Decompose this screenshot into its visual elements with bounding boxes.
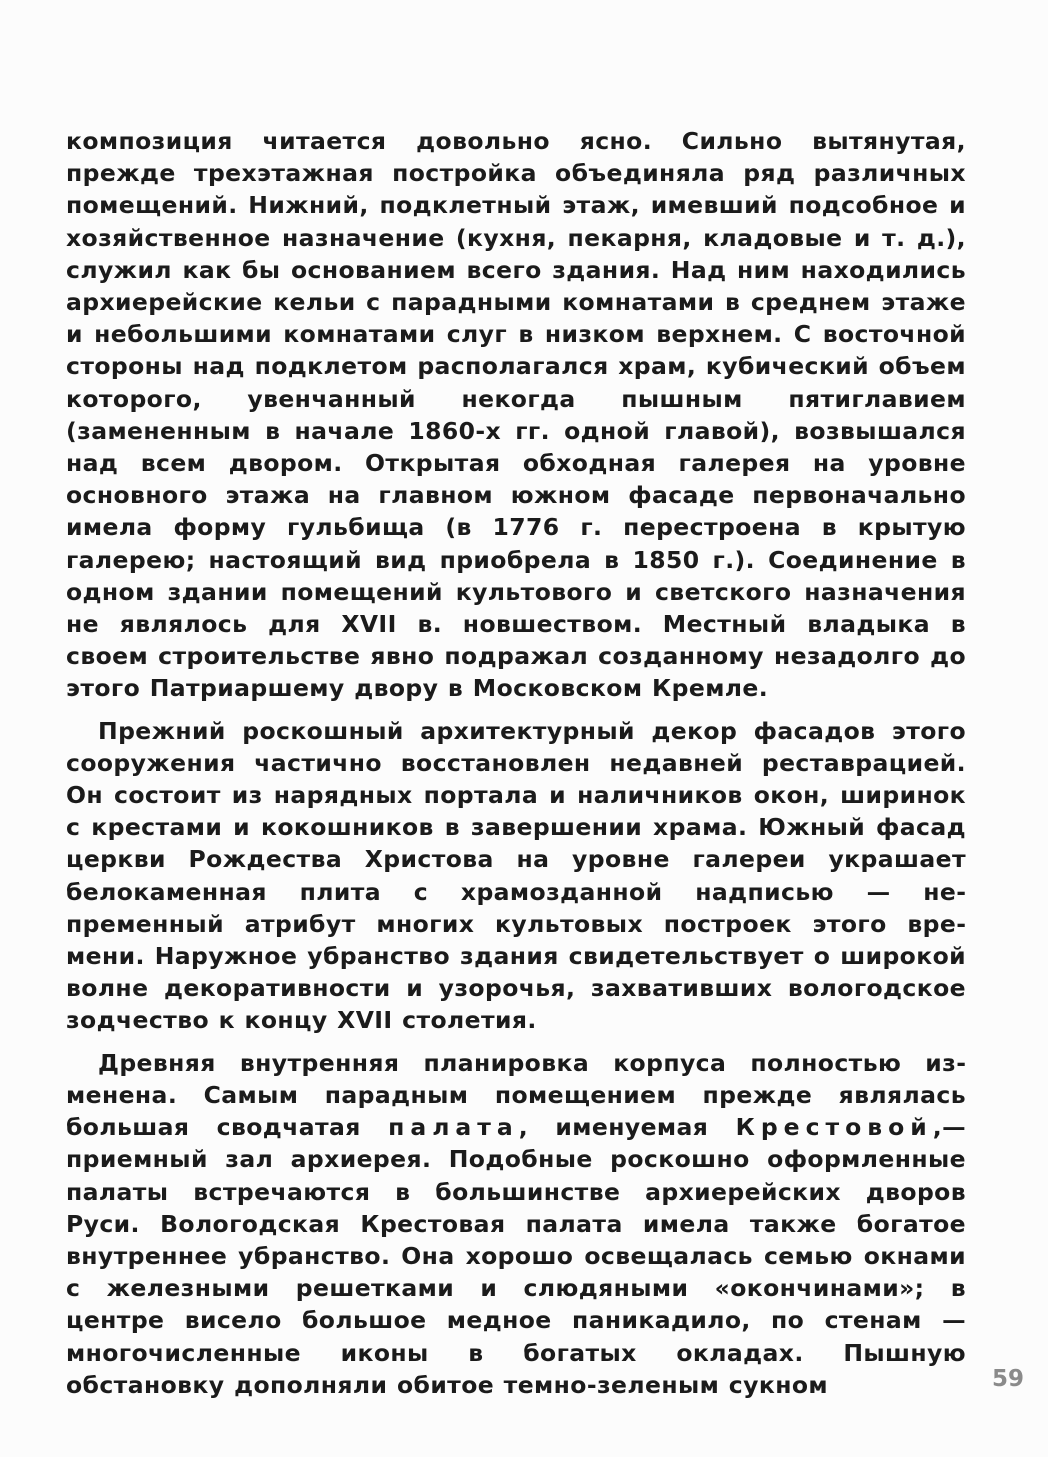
- spaced-word-palata: палата: [388, 1113, 519, 1142]
- body-text: [66, 125, 966, 1401]
- spaced-word-krestovoy: Крестовой: [735, 1113, 933, 1142]
- paragraph-3: [66, 1047, 966, 1401]
- paragraph-3-part-1: Древняя внутренняя планировка корпуса полностью изменена. Самым парадным помещением прежде являлась большая сводчатая: [66, 1048, 966, 1142]
- paragraph-3-part-2: , именуемая: [518, 1113, 736, 1142]
- paragraph-2: Прежний роскошный архитектурный декор фасадов этого сооружения частично восстановлен недавней реставрацией. Он состоит из нарядных портала и наличников окон, ширинок с крестами и кокошников в завершении храма. Южный фасад церкви Рождества Христова на уровне галереи украшает белокаменная плита с храмозданной надписью — непременный атрибут многих культовых построек этого времени. Наружное убранство здания свидетельствует о широкой волне декоративности и узорочья, захвативших вологодское зодчество к концу XVII столетия.: [66, 716, 966, 1035]
- paragraph-1: композиция читается довольно ясно. Сильно вытянутая, прежде трехэтажная постройка объединяла ряд различных помещений. Нижний, подклетный этаж, имевший подсобное и хозяйственное назначение (кухня, пекарня, кладовые и т. д.), служил как бы основанием всего здания. Над ним находились архиерейские кельи с парадными комнатами в среднем этаже и небольшими комнатами слуг в низком верхнем. С восточной стороны над подклетом располагался храм, кубический объем которого, увенчанный некогда пышным пятиглавием (замененным в начале 1860-х гг. одной главой), возвышался над всем двором. Открытая обходная галерея на уровне основного этажа на главном южном фасаде первоначально имела форму гульбища (в 1776 г. перестроена в крытую галерею; настоящий вид приобрела в 1850 г.). Соединение в одном здании помещений культового и светского назначения не являлось для XVII в. новшеством. Местный владыка в своем строительстве явно подражал созданному незадолго до этого Патриаршему двору в Московском Кремле.: [66, 127, 966, 703]
- paragraph-3-part-3: ,— приемный зал архиерея. Подобные роскошно оформленные палаты встречаются в большинстве архиерейских дворов Руси. Вологодская Крестовая палата имела также богатое внутреннее убранство. Она хорошо освещалась семью окнами с железными решетками и слюдяными «окончинами»; в центре висело большое медное паникадило, по стенам — многочисленные иконы в богатых окладах. Пышную обстановку дополняли обитое темно-зеленым сукном: [66, 1113, 967, 1399]
- page-number: 59: [992, 1366, 1025, 1392]
